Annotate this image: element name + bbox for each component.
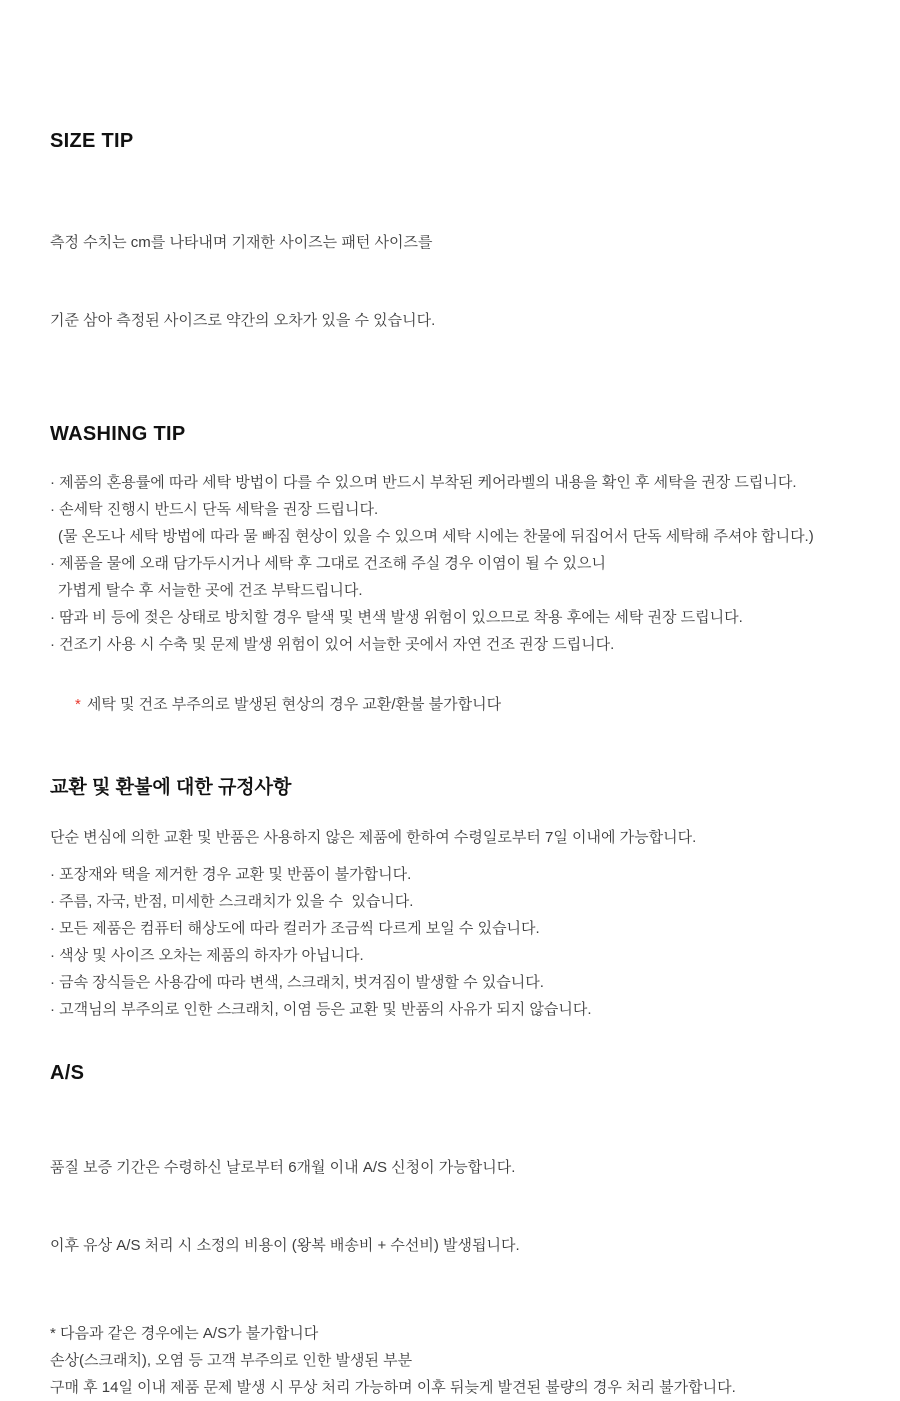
size-tip-line: 기준 삼아 측정된 사이즈로 약간의 오차가 있을 수 있습니다. [50,312,436,329]
exchange-refund-item: · 고객님의 부주의로 인한 스크래치, 이염 등은 교환 및 반품의 사유가 되지 않습니다. [50,1001,592,1018]
washing-tip-item: · 땀과 비 등에 젖은 상태로 방치할 경우 탈색 및 변색 발생 위험이 있으므로 착용 후에는 세탁 권장 드립니다. [50,609,743,626]
after-service-line: 이후 유상 A/S 처리 시 소정의 비용이 (왕복 배송비 + 수선비) 발생됩니다. [50,1237,520,1254]
section-size-tip [50,131,862,386]
exchange-refund-item: · 색상 및 사이즈 오차는 제품의 하자가 아닙니다. [50,947,364,964]
washing-tip-item: · 건조기 사용 시 수축 및 문제 발생 위험이 있어 서늘한 곳에서 자연 건조 권장 드립니다. [50,636,615,653]
washing-tip-item-sub: (물 온도나 세탁 방법에 따라 물 빠짐 현상이 있을 수 있으며 세탁 시에는 찬물에 뒤집어서 단독 세탁해 주셔야 합니다.) [58,528,814,545]
exchange-refund-intro: 단순 변심에 의한 교환 및 반품은 사용하지 않은 제품에 한하여 수령일로부터 7일 이내에 가능합니다. [50,829,697,846]
washing-tip-item-sub: 가볍게 탈수 후 서늘한 곳에 건조 부탁드립니다. [58,582,363,599]
size-tip-paragraph [50,178,862,386]
after-service-note-line: 손상(스크래치), 오염 등 고객 부주의로 인한 발생된 부분 [50,1352,413,1369]
washing-warning-note [50,666,862,744]
size-tip-title: SIZE TIP [50,130,134,152]
exchange-refund-item: · 금속 장식들은 사용감에 따라 변색, 스크래치, 벗겨짐이 발생할 수 있습니다. [50,974,544,991]
after-service-note-line: * 다음과 같은 경우에는 A/S가 불가합니다 [50,1325,319,1342]
after-service-note-line: 구매 후 14일 이내 제품 문제 발생 시 무상 처리 가능하며 이후 뒤늦게 발견된 불량의 경우 처리 불가합니다. [50,1379,736,1396]
section-washing-tip [50,424,862,744]
exchange-refund-item: · 모든 제품은 컴퓨터 해상도에 따라 컬러가 조금씩 다르게 보일 수 있습니다. [50,920,540,937]
after-service-line: 품질 보증 기간은 수령하신 날로부터 6개월 이내 A/S 신청이 가능합니다. [50,1159,516,1176]
after-service-title: A/S [50,1062,85,1084]
exchange-refund-title: 교환 및 환불에 대한 규정사항 [50,777,292,798]
exchange-refund-item: · 주름, 자국, 반점, 미세한 스크래치가 있을 수 있습니다. [50,893,414,910]
washing-tip-title: WASHING TIP [50,423,186,445]
washing-tip-list [50,469,862,658]
washing-tip-item: · 제품을 물에 오래 담가두시거나 세탁 후 그대로 건조해 주실 경우 이염이 될 수 있으니 [50,555,607,572]
red-asterisk: * [75,696,81,713]
after-service-paragraph [50,1103,862,1311]
size-tip-line: 측정 수치는 cm를 나타내며 기재한 사이즈는 패턴 사이즈를 [50,234,433,251]
section-after-service [50,1063,862,1401]
washing-tip-item: · 손세탁 진행시 반드시 단독 세탁을 권장 드립니다. [50,501,379,518]
exchange-refund-item: · 포장재와 택을 제거한 경우 교환 및 반품이 불가합니다. [50,866,412,883]
washing-warning-text: 세탁 및 건조 부주의로 발생된 현상의 경우 교환/환불 불가합니다 [86,696,502,713]
after-service-note [50,1320,862,1401]
exchange-refund-list [50,861,862,1023]
washing-tip-item: · 제품의 혼용률에 따라 세탁 방법이 다를 수 있으며 반드시 부착된 케어라벨의 내용을 확인 후 세탁을 권장 드립니다. [50,474,797,491]
section-exchange-refund [50,777,862,1023]
